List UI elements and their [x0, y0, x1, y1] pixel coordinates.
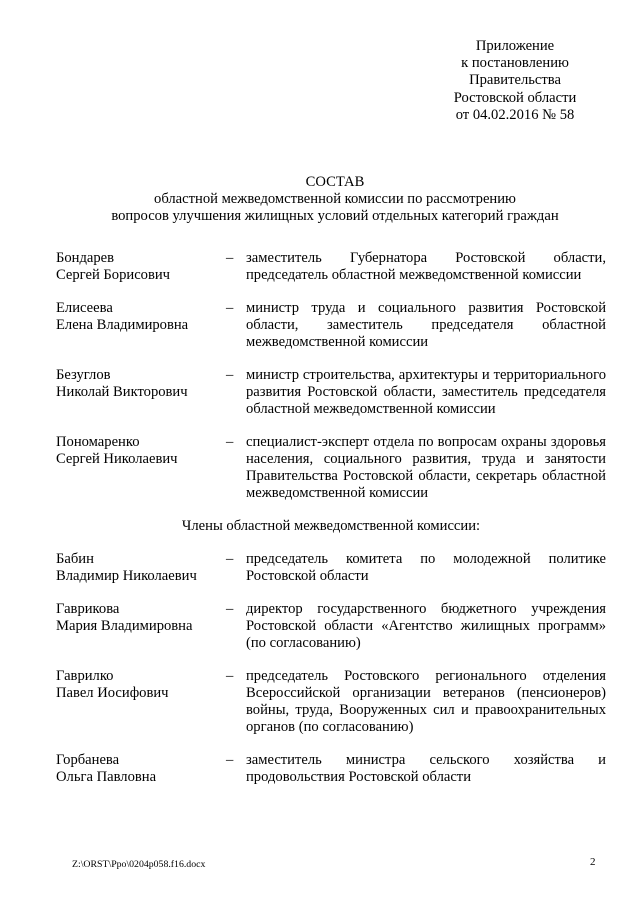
document-subtitle-1: областной межведомственной комиссии по рассмотрению	[154, 191, 516, 207]
appendix-line-4: Ростовской области	[453, 89, 577, 106]
person-name	[56, 434, 226, 502]
person-surname: Гаврилко	[56, 668, 114, 684]
member-row	[56, 668, 606, 736]
person-surname: Бондарев	[56, 250, 115, 266]
member-row	[56, 601, 606, 652]
person-name	[56, 250, 226, 284]
dash-separator: –	[226, 668, 234, 684]
leader-row	[56, 300, 606, 351]
dash-separator: –	[226, 300, 234, 316]
person-name	[56, 551, 226, 585]
person-given-name: Мария Владимировна	[56, 618, 193, 634]
appendix-block	[400, 38, 630, 124]
appendix-line-1: Приложение	[475, 38, 555, 54]
person-name	[56, 300, 226, 351]
footer-file-path: Z:\ORST\Ppo\0204p058.f16.docx	[72, 859, 206, 870]
person-given-name: Елена Владимировна	[56, 317, 189, 333]
leader-row	[56, 250, 606, 284]
dash-separator: –	[226, 367, 234, 383]
appendix-line-3: Правительства	[469, 72, 561, 89]
person-surname: Елисеева	[56, 300, 113, 316]
appendix-line-2: к постановлению	[461, 55, 569, 72]
person-name	[56, 752, 226, 786]
person-surname: Пономаренко	[56, 434, 140, 450]
person-surname: Бабин	[56, 551, 94, 567]
person-role: заместитель министра сельского хозяйства и продовольствия Ростовской области	[246, 752, 606, 785]
person-role: заместитель Губернатора Ростовской области, председатель областной межведомственной комиссии	[246, 250, 606, 283]
person-surname: Гаврикова	[56, 601, 120, 617]
person-given-name: Павел Иосифович	[56, 685, 169, 701]
dash-separator: –	[226, 601, 234, 617]
person-given-name: Сергей Борисович	[56, 267, 171, 283]
dash-separator: –	[226, 250, 234, 266]
member-row	[56, 752, 606, 786]
person-surname: Горбанева	[56, 752, 120, 768]
page-number: 2	[590, 856, 596, 868]
member-row	[56, 551, 606, 585]
document-subtitle-2: вопросов улучшения жилищных условий отдельных категорий граждан	[111, 208, 559, 224]
appendix-line-5: от 04.02.2016 № 58	[455, 106, 575, 123]
person-role: специалист-эксперт отдела по вопросам охраны здоровья населения, социального развития, труда и занятости Правительства Ростовской области, секретарь областной межведомственной комиссии	[246, 434, 606, 501]
dash-separator: –	[226, 434, 234, 450]
person-given-name: Сергей Николаевич	[56, 451, 178, 467]
document-heading	[60, 174, 610, 225]
dash-separator: –	[226, 551, 234, 567]
person-role: министр труда и социального развития Ростовской области, заместитель председателя областной межведомственной комиссии	[246, 300, 606, 350]
person-role: министр строительства, архитектуры и территориального развития Ростовской области, заместитель председателя областной межведомственной комиссии	[246, 367, 606, 417]
members-section-title: Члены областной межведомственной комиссии:	[181, 518, 481, 534]
person-role: председатель Ростовского регионального отделения Всероссийской организации ветеранов (пенсионеров) войны, труда, Вооруженных сил и правоохранительных органов (по согласованию)	[246, 668, 606, 735]
leader-row	[56, 367, 606, 418]
dash-separator: –	[226, 752, 234, 768]
leader-row	[56, 434, 606, 502]
person-name	[56, 668, 226, 736]
commission-list	[56, 250, 606, 802]
person-given-name: Николай Викторович	[56, 384, 188, 400]
document-title: СОСТАВ	[305, 174, 365, 190]
person-name	[56, 601, 226, 652]
person-role: председатель комитета по молодежной политике Ростовской области	[246, 551, 606, 584]
person-role: директор государственного бюджетного учреждения Ростовской области «Агентство жилищных программ» (по согласованию)	[246, 601, 606, 651]
person-surname: Безуглов	[56, 367, 111, 383]
person-given-name: Владимир Николаевич	[56, 568, 197, 584]
person-given-name: Ольга Павловна	[56, 769, 157, 785]
person-name	[56, 367, 226, 418]
